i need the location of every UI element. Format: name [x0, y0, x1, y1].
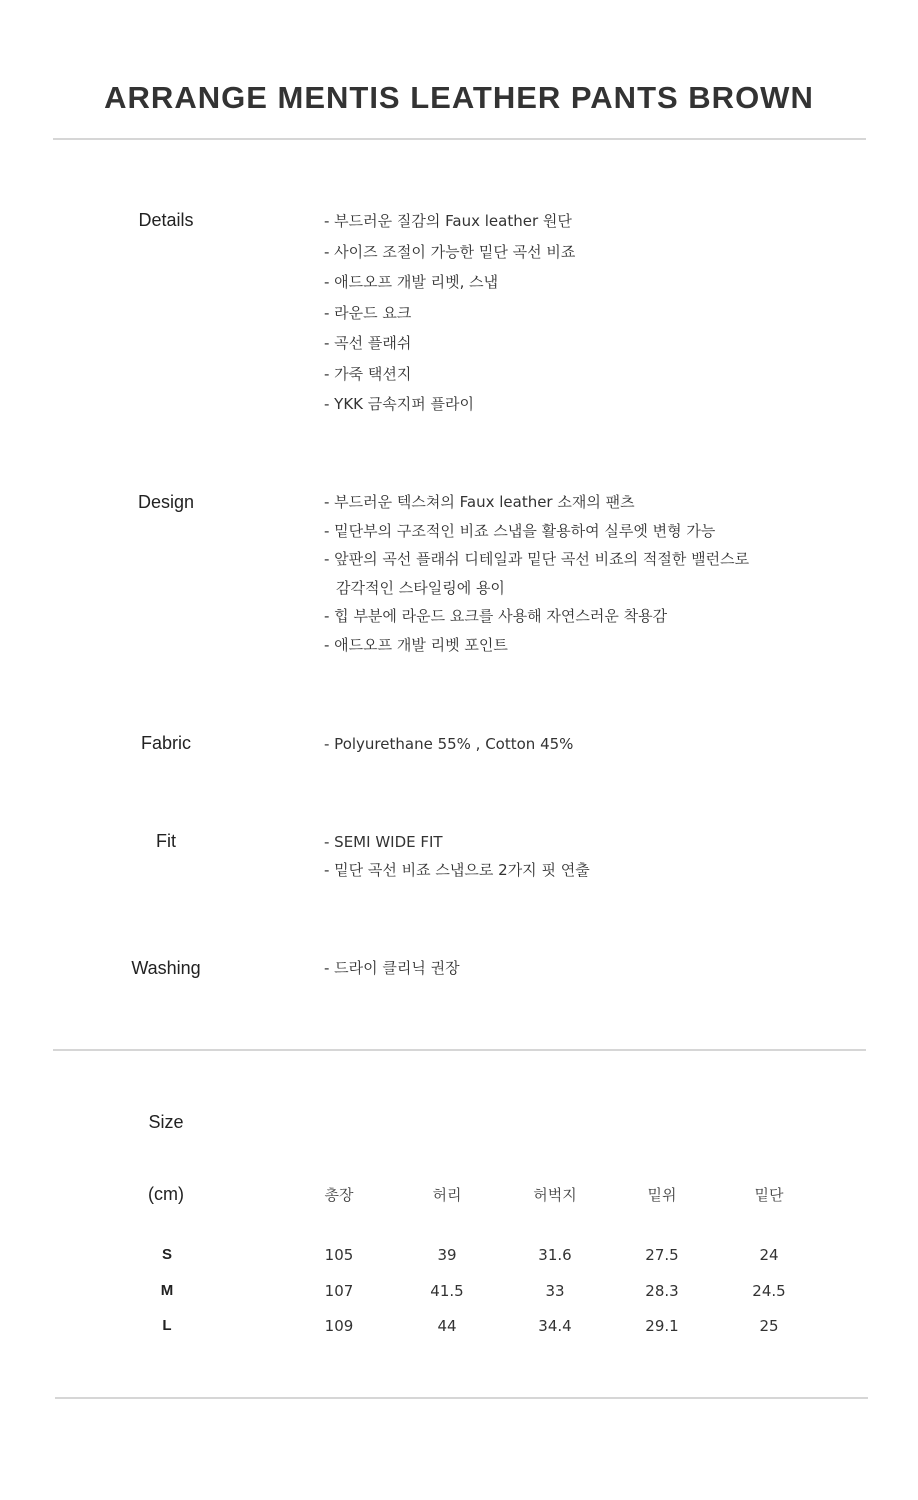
design-line: - 앞판의 곡선 플래쉬 디테일과 밑단 곡선 비죠의 적절한 밸런스로 [324, 550, 750, 569]
washing-list [324, 954, 460, 982]
fit-label: Fit [156, 831, 176, 851]
fabric-line: - Polyurethane 55% , Cotton 45% [324, 735, 574, 753]
table-cell: 27.5 [645, 1246, 679, 1264]
table-cell: 29.1 [645, 1317, 679, 1335]
fabric-label: Fabric [140, 733, 191, 753]
size-name: M [160, 1282, 174, 1299]
design-label: Design [137, 492, 195, 512]
table-cell: 28.3 [645, 1282, 679, 1300]
design-line: - 애드오프 개발 리벳 포인트 [324, 635, 508, 654]
fit-line: - 밑단 곡선 비죠 스냅으로 2가지 핏 연출 [324, 861, 590, 879]
size-name: L [162, 1317, 172, 1334]
table-cell: 44 [437, 1317, 457, 1335]
table-cell: 34.4 [538, 1317, 572, 1335]
details-line: - 부드러운 질감의 Faux leather 원단 [324, 212, 572, 230]
table-cell: 41.5 [430, 1282, 464, 1300]
column-header: 허리 [432, 1186, 462, 1204]
table-cell: 25 [759, 1317, 779, 1335]
column-header: 총장 [324, 1186, 354, 1204]
design-line: - 밑단부의 구조적인 비죠 스냅을 활용하여 실루엣 변형 가능 [324, 521, 716, 540]
design-line: - 부드러운 텍스쳐의 Faux leather 소재의 팬츠 [324, 493, 635, 511]
washing-label: Washing [131, 958, 201, 978]
table-cell: 31.6 [538, 1246, 572, 1264]
table-cell: 39 [437, 1246, 457, 1264]
table-cell: 107 [324, 1282, 354, 1300]
washing-line: - 드라이 클리닉 권장 [324, 959, 460, 977]
column-header: 허벅지 [533, 1186, 577, 1204]
design-line: 감각적인 스타일링에 용이 [336, 578, 505, 597]
details-line: - 사이즈 조절이 가능한 밑단 곡선 비죠 [324, 242, 576, 261]
middle-divider [53, 1049, 866, 1051]
table-cell: 33 [545, 1282, 565, 1300]
column-header: 밑위 [647, 1186, 677, 1204]
design-list [324, 488, 749, 660]
bottom-divider [55, 1397, 868, 1399]
table-cell: 24.5 [752, 1282, 786, 1300]
details-label: Details [138, 210, 194, 230]
details-list [324, 206, 575, 420]
details-line: - 가죽 택션지 [324, 364, 412, 383]
top-divider [53, 138, 866, 140]
column-header: 밑단 [754, 1186, 784, 1204]
details-line: - YKK 금속지퍼 플라이 [324, 395, 474, 413]
table-cell: 105 [324, 1246, 354, 1264]
product-title: ARRANGE MENTIS LEATHER PANTS BROWN [104, 80, 814, 115]
table-cell: 109 [324, 1317, 354, 1335]
fabric-list [324, 730, 573, 758]
size-label: Size [148, 1112, 184, 1132]
design-line: - 힙 부분에 라운드 요크를 사용해 자연스러운 착용감 [324, 607, 668, 626]
details-line: - 곡선 플래쉬 [324, 334, 412, 352]
table-cell: 24 [759, 1246, 779, 1264]
size-name: S [161, 1246, 172, 1263]
details-line: - 애드오프 개발 리벳, 스냅 [324, 273, 499, 291]
details-line: - 라운드 요크 [324, 303, 412, 322]
fit-list [324, 828, 590, 884]
unit-label: (cm) [148, 1184, 184, 1204]
fit-line: - SEMI WIDE FIT [324, 833, 443, 851]
